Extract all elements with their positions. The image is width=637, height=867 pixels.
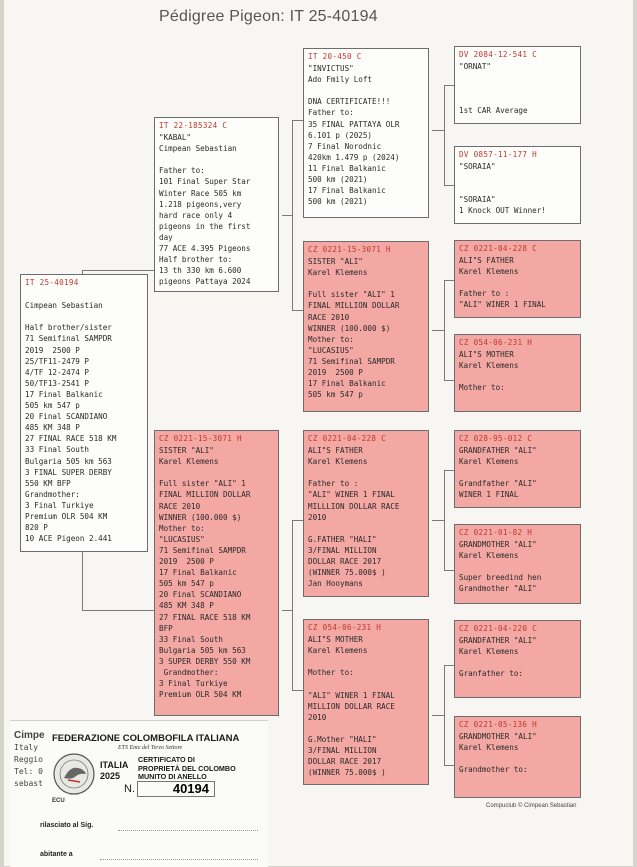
pedigree-text-line: 10 ACE Pigeon 2.441 xyxy=(25,534,112,544)
pedigree-text-line: 101 Final Super Star xyxy=(159,177,251,187)
pigeon-card-dss xyxy=(454,430,581,508)
pedigree-text-line: Half brother to: xyxy=(159,255,233,265)
ring-number: CZ 0221-05-136 H xyxy=(459,720,537,729)
certificate-heading xyxy=(138,756,236,782)
pedigree-text-line: Cimpean Sebastian xyxy=(159,144,237,154)
pigeon-card-dsd xyxy=(454,524,581,604)
pedigree-text-line: (WINNER 75.000$ ) xyxy=(308,768,386,778)
pedigree-text-line: Grandmother: xyxy=(25,489,80,499)
pedigree-text-line: WINER 1 FINAL xyxy=(459,490,519,500)
pedigree-text-line: 17 Final Balkanic xyxy=(308,186,386,196)
pedigree-text-line: 3 SUPER DERBY 550 KM xyxy=(159,656,251,666)
year-label: 2025 xyxy=(100,771,121,781)
pedigree-text-line: "ALI" WINER 1 FINAL xyxy=(308,690,395,700)
pedigree-text-line: Karel Klemens xyxy=(308,646,368,656)
pedigree-text-line xyxy=(459,561,576,572)
pedigree-text-line: 17 Final Balkanic xyxy=(159,568,237,578)
connector-line xyxy=(82,610,156,611)
pedigree-text-line: 71 Semifinal SAMPDR xyxy=(25,334,112,344)
pedigree-text-line xyxy=(308,656,424,667)
cert-line: MUNITO DI ANELLO xyxy=(138,772,207,782)
pedigree-text-line: Mother to: xyxy=(459,383,505,393)
pedigree-text-line xyxy=(159,467,274,478)
pedigree-text-line: ALI"S FATHER xyxy=(308,446,363,456)
pedigree-text-line: "ORNAT" xyxy=(459,62,492,72)
pedigree-text-line: GRANDFATHER "ALI" xyxy=(459,636,537,646)
connector-line xyxy=(444,85,454,86)
pedigree-text-line: "ALI" WINER 1 FINAL xyxy=(459,300,546,310)
pedigree-text-line: Granfather to: xyxy=(459,669,524,679)
pedigree-text-line: 6.101 p (2025) xyxy=(308,130,373,140)
pedigree-text-line xyxy=(308,85,424,96)
pigeon-card-ssd xyxy=(454,146,581,224)
resident-label: abitante a xyxy=(40,851,73,858)
pedigree-text-line: FINAL MILLION DOLLAR xyxy=(159,490,251,500)
connector-line xyxy=(432,130,444,131)
pedigree-text-line xyxy=(308,278,424,289)
pedigree-text-line xyxy=(459,371,576,382)
pedigree-text-line: DOLLAR RACE 2017 xyxy=(308,557,382,567)
ring-number: CZ 0221-15-3071 H xyxy=(159,434,242,443)
pedigree-text-line: Full sister "ALI" 1 xyxy=(308,290,395,300)
pedigree-text-line: DOLLAR RACE 2017 xyxy=(308,757,382,767)
ring-number: CZ 054-06-231 H xyxy=(459,338,533,347)
pedigree-text-line: MILLLION DOLLAR RACE xyxy=(308,501,400,511)
pedigree-text-line: MILLION DOLLAR RACE xyxy=(308,701,395,711)
connector-line xyxy=(82,270,156,271)
pigeon-card-sire-dam xyxy=(303,241,429,412)
pedigree-text-line: 505 km 547 p xyxy=(25,401,80,411)
ring-number: CZ 0221-01-82 H xyxy=(459,528,533,537)
pedigree-text-line: Mother to: xyxy=(159,523,205,533)
ring-number: CZ 054-06-231 H xyxy=(308,623,382,632)
pedigree-text-line: Father to: xyxy=(159,166,205,176)
pedigree-text-line: GRANDFATHER "ALI" xyxy=(459,446,537,456)
pedigree-text-line: Premium OLR 504 KM xyxy=(159,690,242,700)
pedigree-text-line: 3/FINAL MILLION xyxy=(308,746,377,756)
connector-line xyxy=(282,610,292,611)
pigeon-card-dam-dam xyxy=(303,619,429,785)
pedigree-text-line: 50/TF13-2541 P xyxy=(25,378,90,388)
ecu-logo: ECU xyxy=(52,798,65,804)
pedigree-text-line: WINNER (100.000 $) xyxy=(159,512,242,522)
connector-line xyxy=(282,215,292,216)
pedigree-text-line: 550 KM BFP xyxy=(25,478,71,488)
pedigree-text-line: Grandmother to: xyxy=(459,765,528,775)
pigeon-card-ddd xyxy=(454,716,581,798)
pedigree-text-line: Premium OLR 504 KM xyxy=(25,511,108,521)
issued-to-line xyxy=(118,830,258,831)
pedigree-text-line: Mother to: xyxy=(308,334,354,344)
ring-number: IT 20-450 C xyxy=(308,52,362,61)
pedigree-text-line: (WINNER 75.000$ ) xyxy=(308,568,386,578)
pedigree-text-line: DNA CERTIFICATE!!! xyxy=(308,97,391,107)
pedigree-text-line: 820 P xyxy=(25,523,48,533)
pedigree-text-line xyxy=(308,678,424,689)
pedigree-text-line xyxy=(459,657,576,668)
pedigree-text-line: Karel Klemens xyxy=(459,361,519,371)
pigeon-card-subject xyxy=(20,274,148,552)
pedigree-text-line: 33 Final South xyxy=(159,634,224,644)
pedigree-text-line: Half brother/sister xyxy=(25,323,112,333)
owner-line: Reggio xyxy=(14,755,43,764)
pedigree-text-line: 20 Final SCANDIANO xyxy=(159,590,242,600)
connector-line xyxy=(444,765,454,766)
owner-address-fragment xyxy=(14,730,54,820)
ring-number: 40194 xyxy=(137,781,215,797)
ring-number: CZ 0221-04-220 C xyxy=(459,624,537,633)
pedigree-text-line: Super breedind hen xyxy=(459,573,542,583)
pedigree-text-line: ALI"S MOTHER xyxy=(459,350,514,360)
pedigree-text-line: Father to : xyxy=(459,289,510,299)
ring-number: DV 0857-11-177 H xyxy=(459,150,537,159)
connector-line xyxy=(444,185,454,186)
pedigree-text-line xyxy=(459,83,576,94)
pedigree-text-line: Karel Klemens xyxy=(459,743,519,753)
pedigree-text-line: day xyxy=(159,232,173,242)
pedigree-text-line: 2010 xyxy=(308,512,327,522)
pedigree-text-line: Jan Hooymans xyxy=(308,579,363,589)
ring-number: CZ 0221-04-228 C xyxy=(308,434,386,443)
pedigree-text-line: 2010 xyxy=(308,712,327,722)
pedigree-text-line xyxy=(459,467,576,478)
federation-name: FEDERAZIONE COLOMBOFILA ITALIANA xyxy=(52,733,240,744)
connector-line xyxy=(432,330,444,331)
pedigree-text-line: Karel Klemens xyxy=(459,457,519,467)
pedigree-text-line: 33 Final South xyxy=(25,445,90,455)
pedigree-text-line xyxy=(308,467,424,478)
owner-line: Cimpe xyxy=(14,730,45,741)
pedigree-text-line: Father to: xyxy=(308,108,354,118)
pedigree-text-line: Grandmother: xyxy=(159,667,219,677)
pedigree-text-line xyxy=(459,183,576,194)
connector-line xyxy=(292,120,293,310)
resident-line xyxy=(100,859,258,860)
pedigree-text-line xyxy=(459,172,576,183)
ring-number: CZ 0221-04-228 C xyxy=(459,244,537,253)
pedigree-text-line xyxy=(459,72,576,83)
pedigree-text-line: pigeons Pattaya 2024 xyxy=(159,277,251,287)
pedigree-text-line: GRANDMOTHER "ALI" xyxy=(459,732,537,742)
connector-line xyxy=(432,520,444,521)
footer-credit: Compuclub © Cimpean Sebastian xyxy=(486,803,577,809)
ring-number: CZ 028-95-012 C xyxy=(459,434,533,443)
pedigree-text-line: Mother to: xyxy=(308,668,354,678)
connector-line xyxy=(444,570,454,571)
pigeon-card-sds xyxy=(454,240,581,318)
pedigree-text-line: "SORAIA" xyxy=(459,162,496,172)
pedigree-text-line: 71 Semifinal SAMPDR xyxy=(159,545,246,555)
pedigree-text-line: 3 Final Turkiye xyxy=(25,500,94,510)
pigeon-card-sdd xyxy=(454,334,581,412)
pigeon-card-sire xyxy=(154,117,279,292)
owner-line: Tel: 0 xyxy=(14,767,43,776)
pedigree-text-line: 505 km 547 p xyxy=(308,390,363,400)
pedigree-text-line xyxy=(459,277,576,288)
page-title: Pédigree Pigeon: IT 25-40194 xyxy=(159,8,378,25)
pedigree-text-line: 505 km 547 p xyxy=(159,579,214,589)
cert-line: PROPRIETÀ DEL COLOMBO xyxy=(138,763,236,773)
pedigree-text-line: 71 Semifinal SAMPDR xyxy=(308,356,395,366)
pedigree-text-line xyxy=(459,753,576,764)
pedigree-text-line: Grandfather "ALI" xyxy=(459,479,537,489)
pedigree-text-line: 2019 2500 P xyxy=(25,345,80,355)
connector-line xyxy=(444,380,454,381)
pedigree-text-line: 1st CAR Average xyxy=(459,106,528,116)
pedigree-text-line: 35 FINAL PATTAYA OLR xyxy=(308,119,400,129)
country-label: ITALIA xyxy=(100,760,129,770)
pedigree-text-line: hard race only 4 xyxy=(159,210,233,220)
pedigree-text-line: FINAL MILLION DOLLAR xyxy=(308,301,400,311)
pedigree-text-line: "LUCASIUS" xyxy=(308,345,354,355)
pedigree-text-line: 77 ACE 4.395 Pigeons xyxy=(159,244,251,254)
pedigree-text-line: SISTER "ALI" xyxy=(159,446,214,456)
pedigree-text-line: 20 Final SCANDIANO xyxy=(25,412,108,422)
pedigree-text-line: Karel Klemens xyxy=(459,267,519,277)
pedigree-text-line: "LUCASIUS" xyxy=(159,534,205,544)
pedigree-text-line: "SORAIA" xyxy=(459,195,496,205)
pedigree-text-line: Bulgaria 505 km 563 xyxy=(25,456,112,466)
pedigree-text-line: 500 km (2021) xyxy=(308,175,368,185)
connector-line xyxy=(444,280,445,380)
connector-line xyxy=(444,665,445,765)
owner-line: sebast xyxy=(14,779,43,788)
owner-line: Italy xyxy=(14,743,39,752)
pedigree-text-line: Cimpean Sebastian xyxy=(25,301,103,311)
connector-line xyxy=(444,470,454,471)
federation-subtitle: ETS Ente del Terzo Settore xyxy=(118,745,183,751)
pigeon-card-dds xyxy=(454,620,581,698)
pedigree-text-line: 485 KM 348 P xyxy=(25,423,80,433)
cert-line: CERTIFICATO DI xyxy=(138,755,195,764)
pedigree-text-line xyxy=(308,723,424,734)
pedigree-text-line: Karel Klemens xyxy=(159,457,219,467)
pedigree-text-line: 1.218 pigeons,very xyxy=(159,199,242,209)
pigeon-card-dam xyxy=(154,430,279,716)
number-label: N. xyxy=(124,783,135,795)
pedigree-text-line: "ALI" WINER 1 FINAL xyxy=(308,490,395,500)
pedigree-text-line: Winter Race 505 km xyxy=(159,188,242,198)
pedigree-text-line: WINNER (100.000 $) xyxy=(308,323,391,333)
federation-logo-icon xyxy=(52,752,96,796)
pedigree-text-line: BFP xyxy=(159,623,173,633)
pedigree-text-line: Karel Klemens xyxy=(308,457,368,467)
pedigree-text-line: 11 Final Balkanic xyxy=(308,163,386,173)
connector-line xyxy=(444,85,445,185)
pedigree-text-line: "KABAL" xyxy=(159,133,192,143)
pedigree-text-line: Father to : xyxy=(308,479,359,489)
connector-line xyxy=(292,520,293,690)
pigeon-card-dam-sire xyxy=(303,430,429,597)
pedigree-text-line: 7 Final Norodnic xyxy=(308,141,382,151)
ring-number: IT 22-185324 C xyxy=(159,121,228,130)
country-year xyxy=(100,760,128,782)
pedigree-text-line: 17 Final Balkanic xyxy=(308,379,386,389)
pedigree-text-line: Ado Fmily Loft xyxy=(308,75,373,85)
pedigree-text-line: Karel Klemens xyxy=(459,551,519,561)
pedigree-text-line: RACE 2010 xyxy=(308,312,350,322)
pedigree-text-line: Bulgaria 505 km 563 xyxy=(159,645,246,655)
pedigree-text-line: 27 FINAL RACE 518 KM xyxy=(25,434,117,444)
pedigree-text-line: GRANDMOTHER "ALI" xyxy=(459,540,537,550)
pedigree-text-line: 3 Final Turkiye xyxy=(159,679,228,689)
pedigree-text-line: Full sister "ALI" 1 xyxy=(159,479,246,489)
pedigree-text-line: 3/FINAL MILLION xyxy=(308,545,377,555)
pedigree-text-line: 13 th 330 km 6.600 xyxy=(159,266,242,276)
connector-line xyxy=(444,665,454,666)
pedigree-text-line: 1 Knock OUT Winner! xyxy=(459,206,546,216)
pedigree-text-line: RACE 2010 xyxy=(159,501,201,511)
ring-number: IT 25-40194 xyxy=(25,278,79,287)
pedigree-text-line: G.Mother "HALI" xyxy=(308,734,377,744)
pigeon-card-sss xyxy=(454,46,581,124)
pedigree-text-line: "INVICTUS" xyxy=(308,64,354,74)
pedigree-text-line: 2019 2500 P xyxy=(159,557,214,567)
pedigree-text-line: 4/TF 12-2474 P xyxy=(25,367,90,377)
pedigree-text-line: SISTER "ALI" xyxy=(308,257,363,267)
issued-to-label: rilasciato al Sig. xyxy=(40,822,94,829)
pedigree-text-line: G.FATHER "HALI" xyxy=(308,534,377,544)
pigeon-card-sire-sire xyxy=(303,48,429,218)
pedigree-text-line: 3 FINAL SUPER DERBY xyxy=(25,467,112,477)
pedigree-text-line: Karel Klemens xyxy=(308,268,368,278)
connector-line xyxy=(444,470,445,570)
pedigree-text-line: ALI"S MOTHER xyxy=(308,635,363,645)
pedigree-text-line xyxy=(25,311,143,322)
pedigree-text-line: pigeons in the first xyxy=(159,221,251,231)
pedigree-text-line: 485 KM 348 P xyxy=(159,601,214,611)
pedigree-text-line xyxy=(308,523,424,534)
pedigree-text-line: 17 Final Balkanic xyxy=(25,389,103,399)
pedigree-text-line: 25/TF11-2479 P xyxy=(25,356,90,366)
pedigree-text-line: 500 km (2021) xyxy=(308,197,368,207)
pedigree-text-line: 27 FINAL RACE 518 KM xyxy=(159,612,251,622)
pedigree-text-line xyxy=(459,94,576,105)
connector-line xyxy=(432,715,444,716)
ring-number: CZ 0221-15-3071 H xyxy=(308,245,391,254)
pedigree-text-line xyxy=(159,154,274,165)
pedigree-text-line: 420km 1.479 p (2024) xyxy=(308,152,400,162)
pedigree-text-line: ALI"S FATHER xyxy=(459,256,514,266)
pedigree-text-line: Karel Klemens xyxy=(459,647,519,657)
pedigree-text-line xyxy=(25,289,143,300)
pedigree-text-line: Grandmother "ALI" xyxy=(459,584,537,594)
pedigree-text-line: 2019 2500 P xyxy=(308,368,363,378)
ring-number: DV 2084-12-541 C xyxy=(459,50,537,59)
connector-line xyxy=(444,280,454,281)
